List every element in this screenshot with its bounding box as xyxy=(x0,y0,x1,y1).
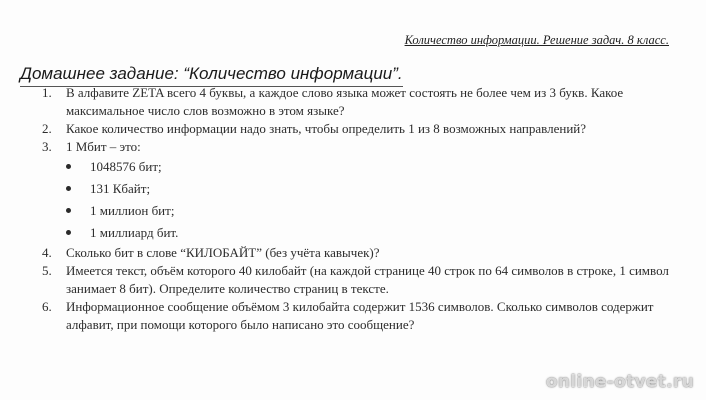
task-text: В алфавите ZETA всего 4 буквы, а каждое слово языка может состоять не более чем из 3 букв. Какое максимальное число слов возможно в этом языке? xyxy=(66,85,624,118)
task-list xyxy=(0,84,706,334)
page-header: Количество информации. Решение задач. 8 класс. xyxy=(404,33,669,47)
task-text: 1 Мбит – это: xyxy=(66,139,141,154)
site-watermark: online-otvet.ru xyxy=(545,372,694,392)
page-title xyxy=(20,64,403,84)
task-text: Какое количество информации надо знать, чтобы определить 1 из 8 возможных направлений? xyxy=(66,121,587,136)
answer-option xyxy=(66,156,672,178)
answer-option-text: 1048576 бит; xyxy=(90,159,162,174)
bullet-icon xyxy=(66,208,71,213)
task-number: 4. xyxy=(42,245,52,260)
task-number: 1. xyxy=(42,85,52,100)
task-number: 5. xyxy=(42,263,52,278)
task-number: 6. xyxy=(42,299,52,314)
answer-option-text: 1 миллиард бит. xyxy=(90,225,179,240)
task-item-1 xyxy=(0,84,706,120)
task-text: Информационное сообщение объёмом 3 килобайта содержит 1536 символов. Сколько символов содержит алфавит, при помощи которого было написано это сообщение? xyxy=(66,299,654,332)
answer-option xyxy=(66,222,672,244)
title-text: Домашнее задание: “Количество информации”. xyxy=(20,64,403,83)
task-text: Сколько бит в слове “КИЛОБАЙТ” (без учёта кавычек)? xyxy=(66,245,380,260)
answer-option xyxy=(66,200,672,222)
task-item-6 xyxy=(0,298,706,334)
task-item-2 xyxy=(0,120,706,138)
answer-option-text: 1 миллион бит; xyxy=(90,203,175,218)
task-number: 3. xyxy=(42,139,52,154)
answer-options xyxy=(66,156,672,244)
bullet-icon xyxy=(66,186,71,191)
answer-option xyxy=(66,178,672,200)
task-item-3 xyxy=(0,138,706,244)
task-number: 2. xyxy=(42,121,52,136)
answer-option-text: 131 Кбайт; xyxy=(90,181,151,196)
task-item-4 xyxy=(0,244,706,262)
bullet-icon xyxy=(66,164,71,169)
task-text: Имеется текст, объём которого 40 килобайт (на каждой странице 40 строк по 64 символов в строке, 1 символ занимает 8 бит). Определите количество страниц в тексте. xyxy=(66,263,669,296)
task-item-5 xyxy=(0,262,706,298)
bullet-icon xyxy=(66,230,71,235)
